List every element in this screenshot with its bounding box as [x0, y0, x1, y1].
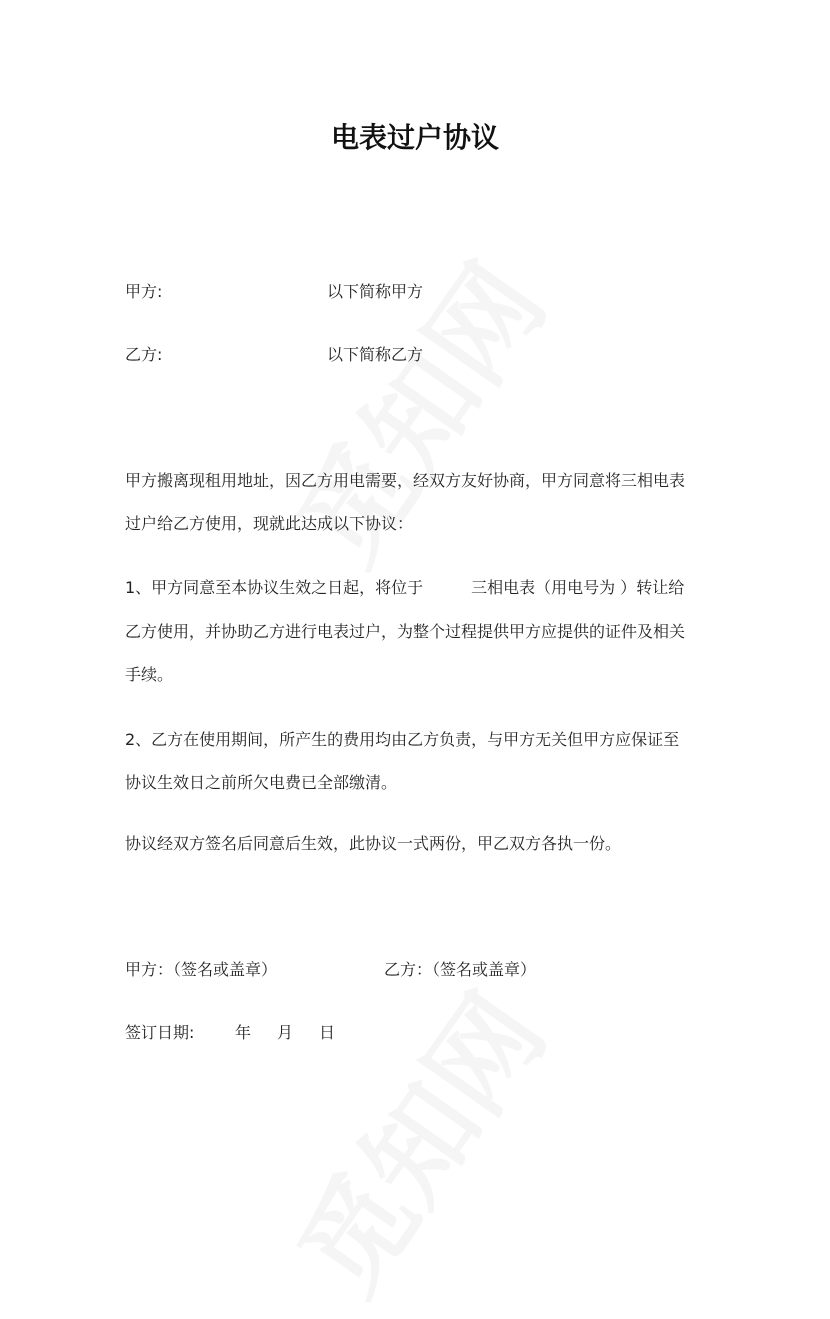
- clause-1-line: 1、甲方同意至本协议生效之日起，将位于 三相电表（用电号为 ）转让给: [125, 578, 685, 597]
- signature-party-b: 乙方：（签名或盖章）: [384, 960, 537, 979]
- party-a-label: 甲方:: [125, 282, 163, 301]
- date-label: 签订日期:: [125, 1023, 195, 1042]
- clause-2-line: 协议生效日之前所欠电费已全部缴清。: [125, 773, 398, 792]
- intro-line: 甲方搬离现租用地址，因乙方用电需要，经双方友好协商，甲方同意将三相电表: [125, 471, 686, 490]
- party-b-note: 以下简称乙方: [327, 345, 424, 364]
- party-a-note: 以下简称甲方: [327, 282, 424, 301]
- date-year: 年: [235, 1023, 252, 1042]
- signature-party-a: 甲方：（签名或盖章）: [125, 960, 278, 979]
- date-day: 日: [319, 1023, 336, 1042]
- clause-2-line: 2、乙方在使用期间，所产生的费用均由乙方负责，与甲方无关但甲方应保证至: [125, 730, 680, 749]
- clause-1-line: 手续。: [125, 665, 174, 684]
- clause-1-line: 乙方使用，并协助乙方进行电表过户，为整个过程提供甲方应提供的证件及相关: [125, 622, 686, 641]
- page-title: 电表过户协议: [330, 121, 499, 154]
- date-month: 月: [277, 1023, 294, 1042]
- intro-line: 过户给乙方使用，现就此达成以下协议：: [125, 514, 414, 533]
- party-b-label: 乙方:: [125, 345, 163, 364]
- closing-text: 协议经双方签名后同意后生效，此协议一式两份，甲乙双方各执一份。: [125, 834, 622, 853]
- watermark: [256, 959, 575, 1319]
